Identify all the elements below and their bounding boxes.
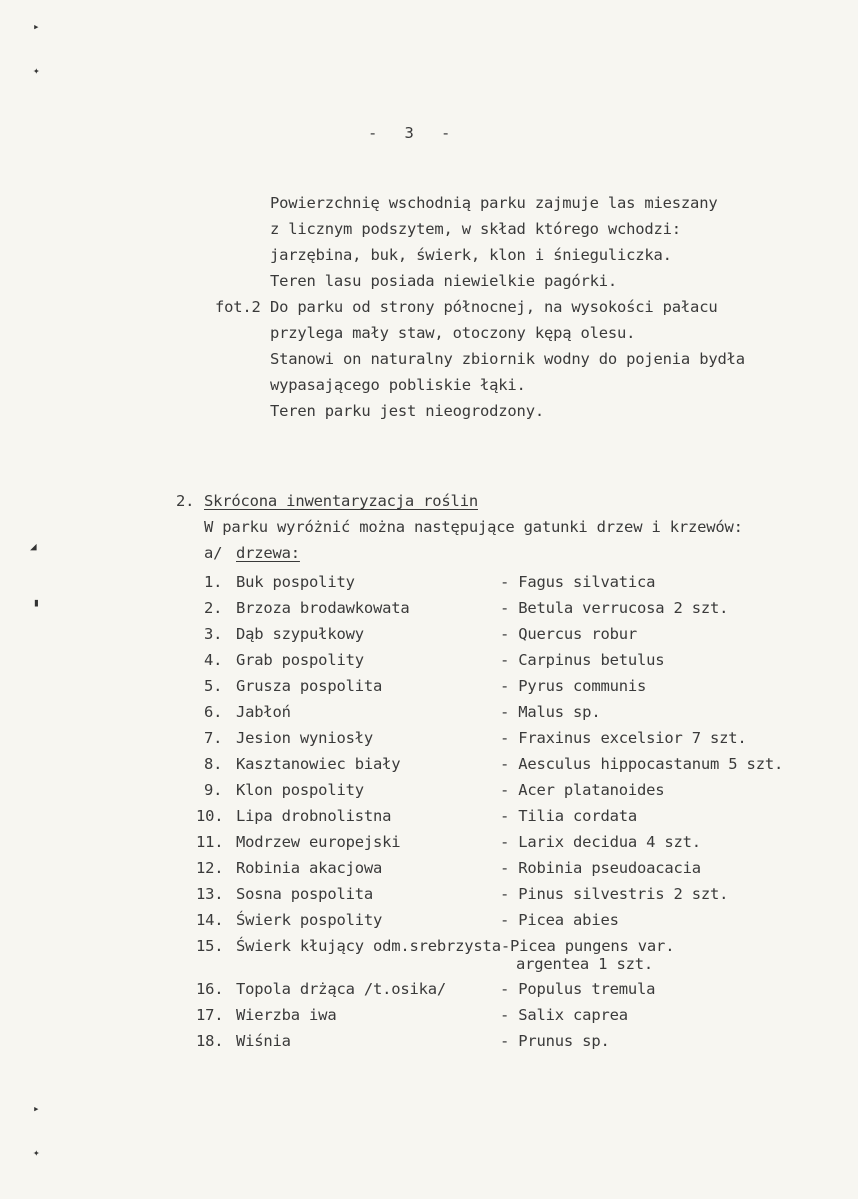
latin-name: - Prunus sp. (500, 1032, 610, 1050)
polish-name: Robinia akacjowa (236, 859, 383, 877)
polish-name: Modrzew europejski (236, 833, 401, 851)
latin-name: - Malus sp. (500, 703, 601, 721)
latin-name: - Pyrus communis (500, 677, 647, 695)
item-number: 11. (196, 833, 224, 851)
polish-name: Grusza pospolita (236, 677, 383, 695)
item-number: 4. (204, 651, 223, 669)
item-number: 10. (196, 807, 224, 825)
item-number: 6. (204, 703, 223, 721)
polish-name: Jesion wyniosły (236, 729, 373, 747)
margin-mark: ▸ (33, 20, 40, 33)
latin-name: - Pinus silvestris 2 szt. (500, 885, 729, 903)
item-number: 2. (204, 599, 223, 617)
item-number: 18. (196, 1032, 224, 1050)
polish-name: Dąb szypułkowy (236, 625, 364, 643)
margin-mark: ✦ (33, 64, 40, 77)
latin-name: - Populus tremula (500, 980, 656, 998)
item-number: 8. (204, 755, 223, 773)
latin-name: - Carpinus betulus (500, 651, 665, 669)
latin-name: - Salix caprea (500, 1006, 628, 1024)
item-number: 3. (204, 625, 223, 643)
polish-name: Kasztanowiec biały (236, 755, 401, 773)
item-number: 15. (196, 937, 224, 955)
item-number: 14. (196, 911, 224, 929)
latin-name: - Picea abies (500, 911, 619, 929)
item-number: 12. (196, 859, 224, 877)
text-line: Teren parku jest nieogrodzony. (270, 402, 544, 420)
latin-name: - Quercus robur (500, 625, 637, 643)
polish-name: Buk pospolity (236, 573, 355, 591)
polish-name: Grab pospolity (236, 651, 364, 669)
text-line: jarzębina, buk, świerk, klon i śnieguliczka. (270, 246, 672, 264)
text-line: przylega mały staw, otoczony kępą olesu. (270, 324, 636, 342)
text-line: Stanowi on naturalny zbiornik wodny do pojenia bydła (270, 350, 745, 368)
polish-name: Sosna pospolita (236, 885, 373, 903)
combined-name: Świerk kłujący odm.srebrzysta-Picea pungens var. (236, 937, 675, 955)
margin-mark: ✦ (33, 1146, 40, 1159)
latin-name: - Fraxinus excelsior 7 szt. (500, 729, 747, 747)
item-number: 9. (204, 781, 223, 799)
polish-name: Wierzba iwa (236, 1006, 337, 1024)
section-intro: W parku wyróżnić można następujące gatunki drzew i krzewów: (204, 518, 743, 536)
photo-reference: fot.2 (215, 298, 261, 316)
polish-name: Lipa drobnolistna (236, 807, 392, 825)
latin-name: - Fagus silvatica (500, 573, 656, 591)
polish-name: Topola drżąca /t.osika/ (236, 980, 447, 998)
margin-mark: ▮ (33, 596, 40, 609)
latin-name: - Robinia pseudoacacia (500, 859, 701, 877)
margin-mark: ◢ (30, 540, 37, 553)
latin-name: - Acer platanoides (500, 781, 665, 799)
latin-name: - Aesculus hippocastanum 5 szt. (500, 755, 784, 773)
latin-name: - Larix decidua 4 szt. (500, 833, 701, 851)
text-line: wypasającego pobliskie łąki. (270, 376, 526, 394)
text-line: Teren lasu posiada niewielkie pagórki. (270, 272, 618, 290)
item-number: 13. (196, 885, 224, 903)
text-line: z licznym podszytem, w skład którego wchodzi: (270, 220, 681, 238)
latin-name-continued: argentea 1 szt. (516, 955, 653, 973)
section-title: Skrócona inwentaryzacja roślin (204, 492, 478, 510)
margin-mark: ▸ (33, 1102, 40, 1115)
text-line: Powierzchnię wschodnią parku zajmuje las mieszany (270, 194, 718, 212)
item-number: 5. (204, 677, 223, 695)
polish-name: Klon pospolity (236, 781, 364, 799)
polish-name: Świerk pospolity (236, 911, 383, 929)
polish-name: Wiśnia (236, 1032, 291, 1050)
item-number: 17. (196, 1006, 224, 1024)
subsection-prefix: a/ (204, 544, 223, 562)
latin-name: - Tilia cordata (500, 807, 637, 825)
polish-name: Brzoza brodawkowata (236, 599, 410, 617)
item-number: 7. (204, 729, 223, 747)
subsection-title: drzewa: (236, 544, 300, 562)
page-number: - 3 - (368, 124, 451, 142)
item-number: 1. (204, 573, 223, 591)
item-number: 16. (196, 980, 224, 998)
text-line: Do parku od strony północnej, na wysokości pałacu (270, 298, 718, 316)
latin-name: - Betula verrucosa 2 szt. (500, 599, 729, 617)
polish-name: Jabłoń (236, 703, 291, 721)
section-number: 2. (176, 492, 195, 510)
